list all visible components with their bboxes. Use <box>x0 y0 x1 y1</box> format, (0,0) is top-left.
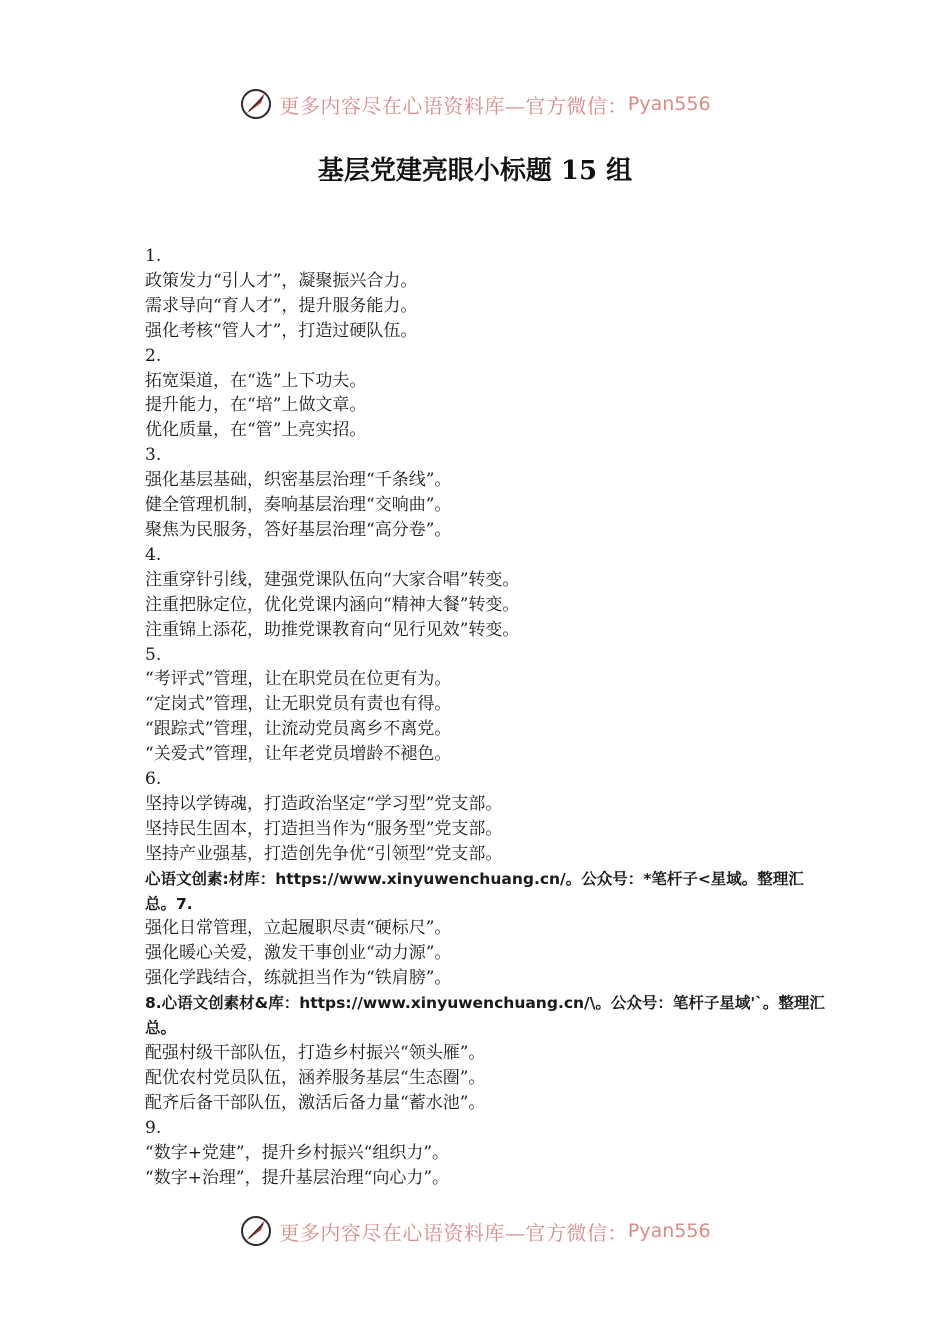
text-line: 5. <box>145 644 162 665</box>
text-line: 强化学践结合，练就担当作为“铁肩膀”。 <box>145 968 452 989</box>
text-line: 聚焦为民服务，答好基层治理“高分卷”。 <box>145 519 452 540</box>
text-line: 2. <box>145 345 162 366</box>
text-line: 注重把脉定位，优化党课内涵向“精神大餐”转变。 <box>145 594 520 615</box>
quill-logo-icon <box>239 1214 273 1248</box>
text-line: 配齐后备干部队伍，激活后备力量“蓄水池”。 <box>145 1092 486 1113</box>
text-line: 6. <box>145 769 162 790</box>
text-line: “定岗式”管理，让无职党员有责也有得。 <box>145 694 452 715</box>
banner-handle: Pyan556 <box>627 93 711 115</box>
text-line: “数字+治理”，提升基层治理“向心力”。 <box>145 1167 450 1188</box>
text-line: 配强村级干部队伍，打造乡村振兴“领头雁”。 <box>145 1043 486 1063</box>
text-line: 4. <box>145 544 162 565</box>
text-line: “跟踪式”管理，让流动党员离乡不离党。 <box>145 719 452 740</box>
text-line: 强化基层基础，织密基层治理“千条线”。 <box>145 470 452 491</box>
text-line: “数字+党建”，提升乡村振兴“组织力”。 <box>145 1142 450 1163</box>
text-line: 健全管理机制，奏响基层治理“交响曲”。 <box>145 495 452 516</box>
text-line: 政策发力“引人才”，凝聚振兴合力。 <box>145 270 418 291</box>
text-line: 坚持民生固本，打造担当作为“服务型”党支部。 <box>145 818 503 839</box>
banner-slogan: 更多内容尽在心语资料库—官方微信： <box>279 93 628 118</box>
text-line: 坚持以学铸魂，打造政治坚定“学习型”党支部。 <box>145 793 503 814</box>
text-line: 强化考核“管人才”，打造过硬队伍。 <box>145 320 418 341</box>
text-line: 优化质量，在“管”上亮实招。 <box>145 420 367 441</box>
text-line: 1. <box>145 246 162 266</box>
document-title: 基层党建亮眼小标题 15 组 <box>317 156 633 186</box>
text-line: 配优农村党员队伍，涵养服务基层“生态圈”。 <box>145 1067 486 1088</box>
text-line: 强化暖心关爱，激发干事创业“动力源”。 <box>145 943 452 964</box>
text-line: 注重穿针引线，建强党课队伍向“大家合唱”转变。 <box>145 569 520 590</box>
text-line: 提升能力，在“培”上做文章。 <box>145 395 367 416</box>
text-line: 注重锦上添花，助推党课教育向“见行见效”转变。 <box>145 619 520 640</box>
text-line: 需求导向“育人才”，提升服务能力。 <box>145 295 418 316</box>
text-line: 3. <box>145 445 162 466</box>
quill-logo-icon <box>239 87 273 121</box>
watermark-paragraph: 8.心语文创素材&库：https://www.xinyuwenchuang.cn/\。公众号：笔杆子星域'`。整理汇总。 <box>145 994 825 1038</box>
banner-slogan: 更多内容尽在心语资料库—官方微信： <box>279 1220 628 1245</box>
footer-banner <box>0 1211 950 1251</box>
text-line: “关爱式”管理，让年老党员增龄不褪色。 <box>145 744 452 765</box>
document-body <box>145 244 825 1190</box>
text-line: 坚持产业强基，打造创先争优“引领型”党支部。 <box>145 843 503 864</box>
watermark-paragraph: 心语文创素:材库：https://www.xinyuwenchuang.cn/。公众号：*笔杆子<星域。整理汇总。7. <box>145 869 804 913</box>
text-line: 强化日常管理，立起履职尽责“硬标尺”。 <box>145 918 452 939</box>
banner-handle: Pyan556 <box>627 1220 711 1242</box>
text-line: “考评式”管理，让在职党员在位更有为。 <box>145 669 452 690</box>
header-banner <box>0 84 950 124</box>
text-line: 9. <box>145 1117 162 1138</box>
text-line: 拓宽渠道，在“选”上下功夫。 <box>145 370 367 391</box>
